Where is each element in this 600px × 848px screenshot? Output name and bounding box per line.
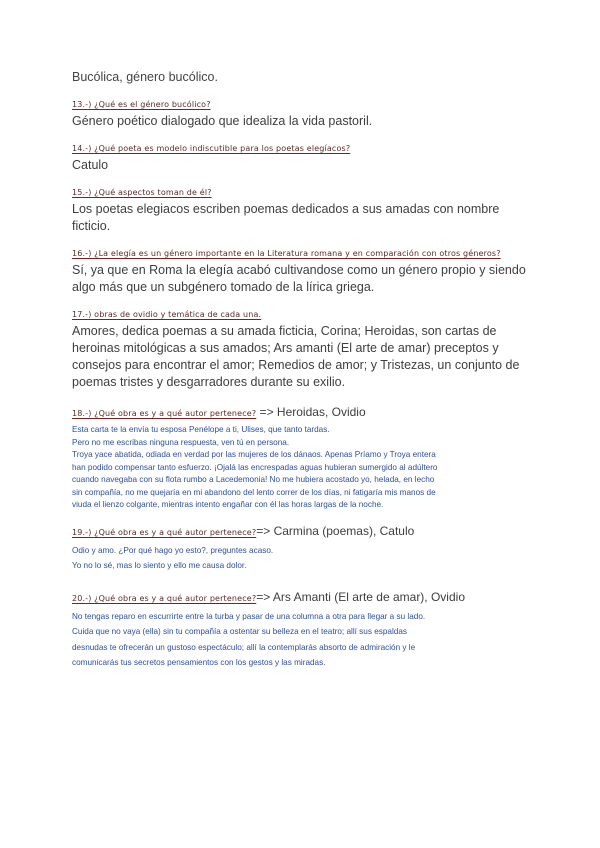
answer-inline: => Heroidas, Ovidio [256, 405, 366, 419]
qa-item [72, 308, 532, 391]
question-heading: 13.-) ¿Qué es el género bucólico? [72, 100, 211, 109]
answer-text: Catulo [72, 158, 109, 172]
quote-line: Yo no lo sé, mas lo siento y ello me causa dolor. [72, 561, 247, 570]
answer-inline: => Carmina (poemas), Catulo [256, 523, 415, 538]
quote-line: sin compañía, no me quejaría en mi abandono del lento correr de los días, ni fatigaría mis manos de [72, 487, 436, 497]
answer-text: Amores, dedica poemas a su amada ficticia, Corina; Heroidas, son cartas de heroinas mitológicas a sus amados; Ars amanti (El arte de amar) preceptos y consejos para encontrar el amor; Remedios de amor; y Tristezas, un conjunto de poemas tristes y desgarradores durante su exilio. [72, 324, 520, 389]
quote-line: Cuida que no vaya (ella) sin tu compañía a ostentar su belleza en el teatro; allí sus espaldas [72, 627, 407, 636]
quote-line: viuda el lienzo colgante, mientras intento engañar con él las horas largas de la noche. [72, 500, 384, 509]
quote-line: No tengas reparo en escurrirte entre la turba y pasar de una columna a otra para llegar a su lado. [72, 611, 426, 621]
qa-item [72, 98, 532, 130]
quote-question-row [72, 522, 532, 540]
intro-line: Bucólica, género bucólico. [72, 70, 218, 84]
quote-line: cuando navegaba con su flota rumbo a Lacedemonia! No me hubiera acostado yo, helada, en lecho [72, 475, 435, 484]
qa-item [72, 142, 532, 174]
quote-line: han podido compensar tanto esfuerzo. ¡Ojalá las encrespadas aguas hubieran sumergido al adúltero [72, 462, 438, 472]
quote-line: Troya yace abatida, odiada en verdad por las mujeres de los dánaos. Apenas Príamo y Troya entera [72, 450, 436, 459]
question-heading: 16.-) ¿La elegía es un género importante en la Literatura romana y en comparación con otros géneros? [72, 249, 501, 258]
answer-text: Género poético dialogado que idealiza la vida pastoril. [72, 114, 373, 128]
question-heading: 17.-) obras de ovidio y temática de cada una. [72, 310, 262, 319]
question-heading: 19.-) ¿Qué obra es y a qué autor pertenece? [72, 527, 257, 537]
question-heading: 14.-) ¿Qué poeta es modelo indiscutible para los poetas elegíacos? [72, 144, 351, 153]
quote-text [72, 609, 532, 671]
qa-item [72, 186, 532, 235]
quote-question-row [72, 403, 532, 421]
question-heading: 20.-) ¿Qué obra es y a qué autor pertenece? [72, 593, 257, 603]
quote-question-row [72, 588, 532, 606]
quote-text [72, 424, 532, 512]
quote-line: Pero no me escribas ninguna respuesta, ven tú en persona. [72, 437, 290, 447]
quote-line: comunicarás tus secretos pensamientos con los gestos y las miradas. [72, 658, 326, 667]
question-heading: 15.-) ¿Qué aspectos toman de él? [72, 188, 212, 197]
quote-text [72, 543, 532, 574]
quote-item [72, 588, 532, 671]
answer-inline: => Ars Amanti (El arte de amar), Ovidio [256, 589, 465, 604]
quote-item [72, 403, 532, 512]
document-page [72, 70, 532, 681]
qa-item [72, 247, 532, 296]
quote-line: Esta carta te la envía tu esposa Penélope a ti, Ulises, que tanto tardas. [72, 425, 330, 434]
quote-line: Odio y amo. ¿Por qué hago yo esto?, preguntes acaso. [72, 545, 274, 555]
answer-text: Sí, ya que en Roma la elegía acabó cultivandose como un género propio y siendo algo más que un subgénero tomado de la lírica griega. [72, 263, 526, 294]
answer-text: Los poetas elegiacos escriben poemas dedicados a sus amadas con nombre ficticio. [72, 202, 500, 233]
quote-item [72, 522, 532, 574]
quote-line: desnudas te ofrecerán un gustoso espectáculo; allí la contemplarás absorto de admiración y le [72, 642, 416, 652]
question-heading: 18.-) ¿Qué obra es y a qué autor pertenece? [72, 409, 257, 418]
